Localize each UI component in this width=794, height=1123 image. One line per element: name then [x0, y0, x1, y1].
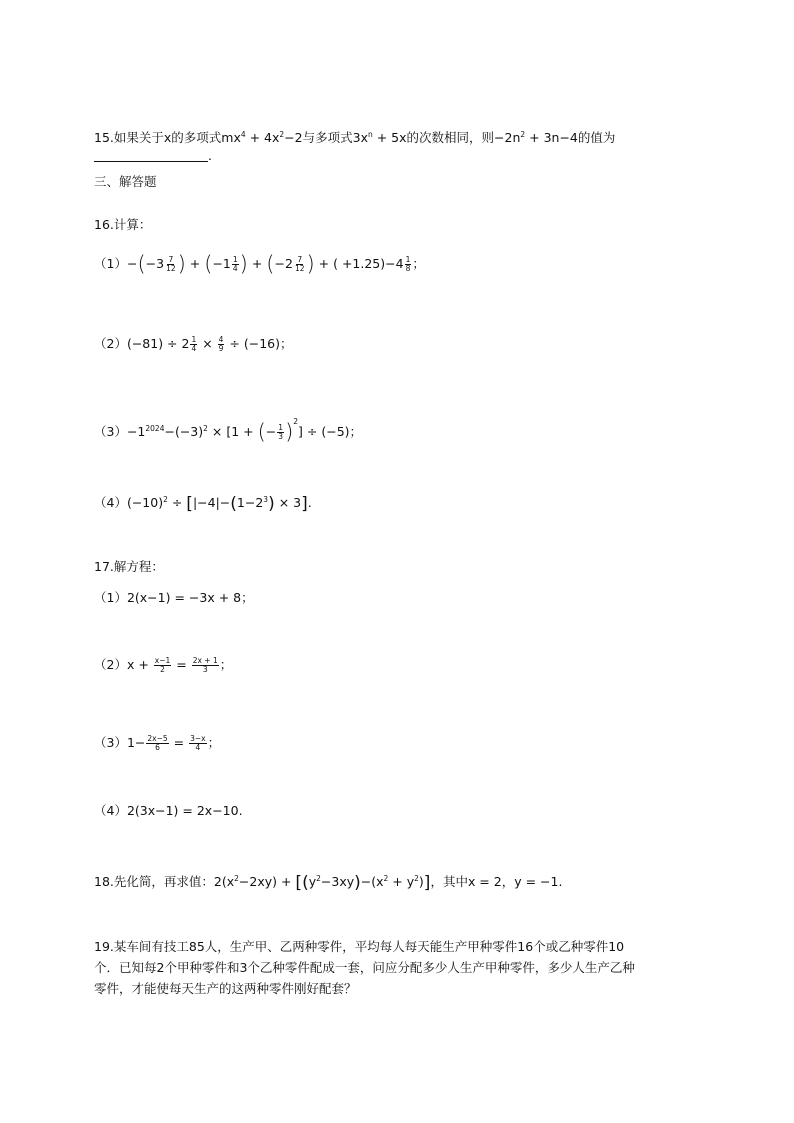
expression-b: −(−3)	[164, 424, 204, 439]
q17-part-4	[94, 801, 243, 821]
q15-exp-1: 4	[240, 130, 246, 139]
mixed-whole: −1	[212, 256, 231, 271]
left-paren: (	[302, 873, 309, 893]
operator: ×	[198, 336, 217, 351]
q18-text-g: )	[418, 874, 424, 889]
denominator: 8	[405, 264, 411, 273]
expression-d: 1−2	[236, 495, 264, 510]
minus-sign: −	[126, 256, 138, 271]
end-punct: ；	[207, 735, 221, 750]
numerator: 1	[232, 255, 238, 264]
q15-text-d: + 5x的次数相同，则−2n	[372, 130, 521, 145]
right-paren: )	[239, 252, 248, 276]
q19-line-1: 19.某车间有技工85人，生产甲、乙两种零件，平均每人每天能生产甲种零件16个或乙种零件10	[94, 939, 625, 954]
section-title: 三、解答题	[94, 174, 157, 189]
left-paren: (	[137, 252, 146, 276]
expression-a: −1	[126, 424, 146, 439]
q15-text-e: + 3n−4的值为	[525, 130, 616, 145]
numerator: 1	[405, 255, 411, 264]
answer-blank[interactable]	[94, 149, 208, 162]
q17-part-3	[94, 733, 220, 753]
exponent: 2	[414, 874, 419, 883]
left-bracket: [	[295, 873, 303, 893]
fraction	[192, 657, 219, 674]
minus-sign: −	[265, 424, 277, 439]
q18-text-c: y	[308, 874, 317, 889]
left-paren: (	[230, 494, 237, 514]
fraction	[218, 336, 225, 353]
expression-d: ] ÷ (−5)；	[298, 424, 363, 439]
right-bracket: ]	[423, 873, 431, 893]
part-label: （2）	[94, 336, 127, 351]
fraction	[189, 735, 207, 752]
q15-text-a: 15.如果关于x的多项式mx	[94, 130, 241, 145]
q15-period: .	[208, 148, 212, 163]
q16-part-4	[94, 490, 312, 514]
part-label: （3）	[94, 735, 127, 750]
operator: +	[247, 256, 267, 271]
q18-text-b: −2xy) +	[238, 874, 296, 889]
denominator: 4	[195, 743, 201, 752]
q18-text-f: + y	[388, 874, 415, 889]
right-paren: )	[177, 252, 186, 276]
q15-text-c: −2与多项式3x	[284, 130, 368, 145]
q16-part-1	[94, 254, 425, 275]
q16-part-3	[94, 412, 362, 443]
q16-part-2	[94, 334, 293, 354]
numerator: 7	[297, 255, 303, 264]
left-bracket: [	[186, 494, 193, 514]
denominator: 3	[278, 432, 284, 441]
exponent: 3	[263, 495, 269, 504]
part-label: （4）	[94, 495, 127, 510]
denominator: 2	[160, 665, 165, 674]
numerator: 2x + 1	[192, 656, 218, 665]
expression-tail: + ( +1.25)−4	[314, 256, 404, 271]
expression-a: (−81) ÷ 2	[126, 336, 190, 351]
expression-c: ÷ (−16)；	[225, 336, 293, 351]
numerator: x−1	[154, 656, 171, 665]
q18-text-h: ，其中x = 2，y = −1.	[430, 874, 563, 889]
equation: 2(3x−1) = 2x−10.	[126, 803, 243, 818]
denominator: 4	[232, 264, 238, 273]
q18-text-d: −3xy	[320, 874, 355, 889]
numerator: 1	[191, 335, 197, 344]
q16-title: 16.计算：	[94, 217, 152, 232]
exponent: 2	[383, 874, 389, 883]
question-18	[94, 869, 562, 893]
numerator: 3−x	[190, 734, 206, 743]
fraction	[294, 256, 306, 273]
part-label: （4）	[94, 803, 127, 818]
q15-answer-line	[94, 146, 212, 166]
equation: 2(x−1) = −3x + 8；	[126, 590, 254, 605]
part-label: （2）	[94, 657, 127, 672]
right-paren: )	[354, 873, 361, 893]
denominator: 6	[155, 743, 160, 752]
denominator: 12	[166, 264, 176, 273]
numerator: 4	[218, 335, 224, 344]
fraction	[405, 256, 412, 273]
question-15	[94, 125, 615, 148]
right-bracket: ]	[301, 494, 308, 514]
expression-a: x +	[126, 657, 153, 672]
q17-title: 17.解方程：	[94, 559, 164, 574]
denominator: 4	[191, 344, 197, 353]
expression-c: |−4|−	[192, 495, 231, 510]
expression-c: × [1 +	[207, 424, 258, 439]
denominator: 3	[202, 665, 208, 674]
q17-part-1	[94, 588, 254, 608]
fraction	[154, 657, 172, 674]
left-paren: (	[204, 252, 213, 276]
q19-line-3: 零件，才能使每天生产的这两种零件刚好配套？	[94, 981, 357, 996]
fraction	[146, 735, 168, 752]
end-punct: .	[307, 495, 312, 510]
exponent: 2	[163, 495, 168, 504]
part-label: （3）	[94, 424, 127, 439]
fraction	[277, 424, 284, 441]
q15-exp-4: 2	[520, 130, 526, 139]
denominator: 9	[218, 344, 224, 353]
operator: ÷	[167, 495, 187, 510]
equals-sign: =	[169, 735, 189, 750]
part-label: （1）	[94, 256, 127, 271]
left-paren: (	[257, 420, 266, 444]
numerator: 7	[168, 255, 174, 264]
q15-text-b: + 4x	[245, 130, 280, 145]
operator: +	[185, 256, 205, 271]
denominator: 12	[294, 264, 305, 273]
q15-exp-3: n	[367, 130, 373, 139]
q17-part-2	[94, 655, 232, 675]
fraction	[232, 256, 239, 273]
exponent: 2	[316, 874, 321, 883]
numerator: 1	[278, 423, 284, 432]
mixed-whole: −2	[274, 256, 293, 271]
end-punct: ；	[219, 657, 233, 672]
exponent: 2024	[145, 424, 165, 433]
mixed-whole: −3	[145, 256, 165, 271]
right-paren: )	[268, 494, 275, 514]
left-paren: (	[266, 252, 275, 276]
expression-a: (−10)	[126, 495, 164, 510]
exponent: 2	[203, 424, 208, 433]
fraction	[190, 336, 197, 353]
q19-line-2: 个．已知每2个甲种零件和3个乙种零件配成一套，问应分配多少人生产甲种零件，多少人生产乙种	[94, 960, 635, 975]
end-punct: ；	[412, 256, 425, 271]
right-paren: )	[285, 420, 294, 444]
fraction	[165, 256, 177, 273]
part-label: （1）	[94, 590, 127, 605]
expression-a: 1−	[126, 735, 146, 750]
exponent: 2	[293, 417, 299, 426]
equals-sign: =	[172, 657, 191, 672]
q15-exp-2: 2	[279, 130, 285, 139]
q18-text-a: 18.先化简，再求值：2(x	[94, 874, 235, 889]
q18-text-e: −(x	[360, 874, 384, 889]
right-paren: )	[306, 252, 315, 276]
exponent: 2	[234, 874, 239, 883]
numerator: 2x−5	[147, 734, 168, 743]
expression-f: × 3	[274, 495, 302, 510]
